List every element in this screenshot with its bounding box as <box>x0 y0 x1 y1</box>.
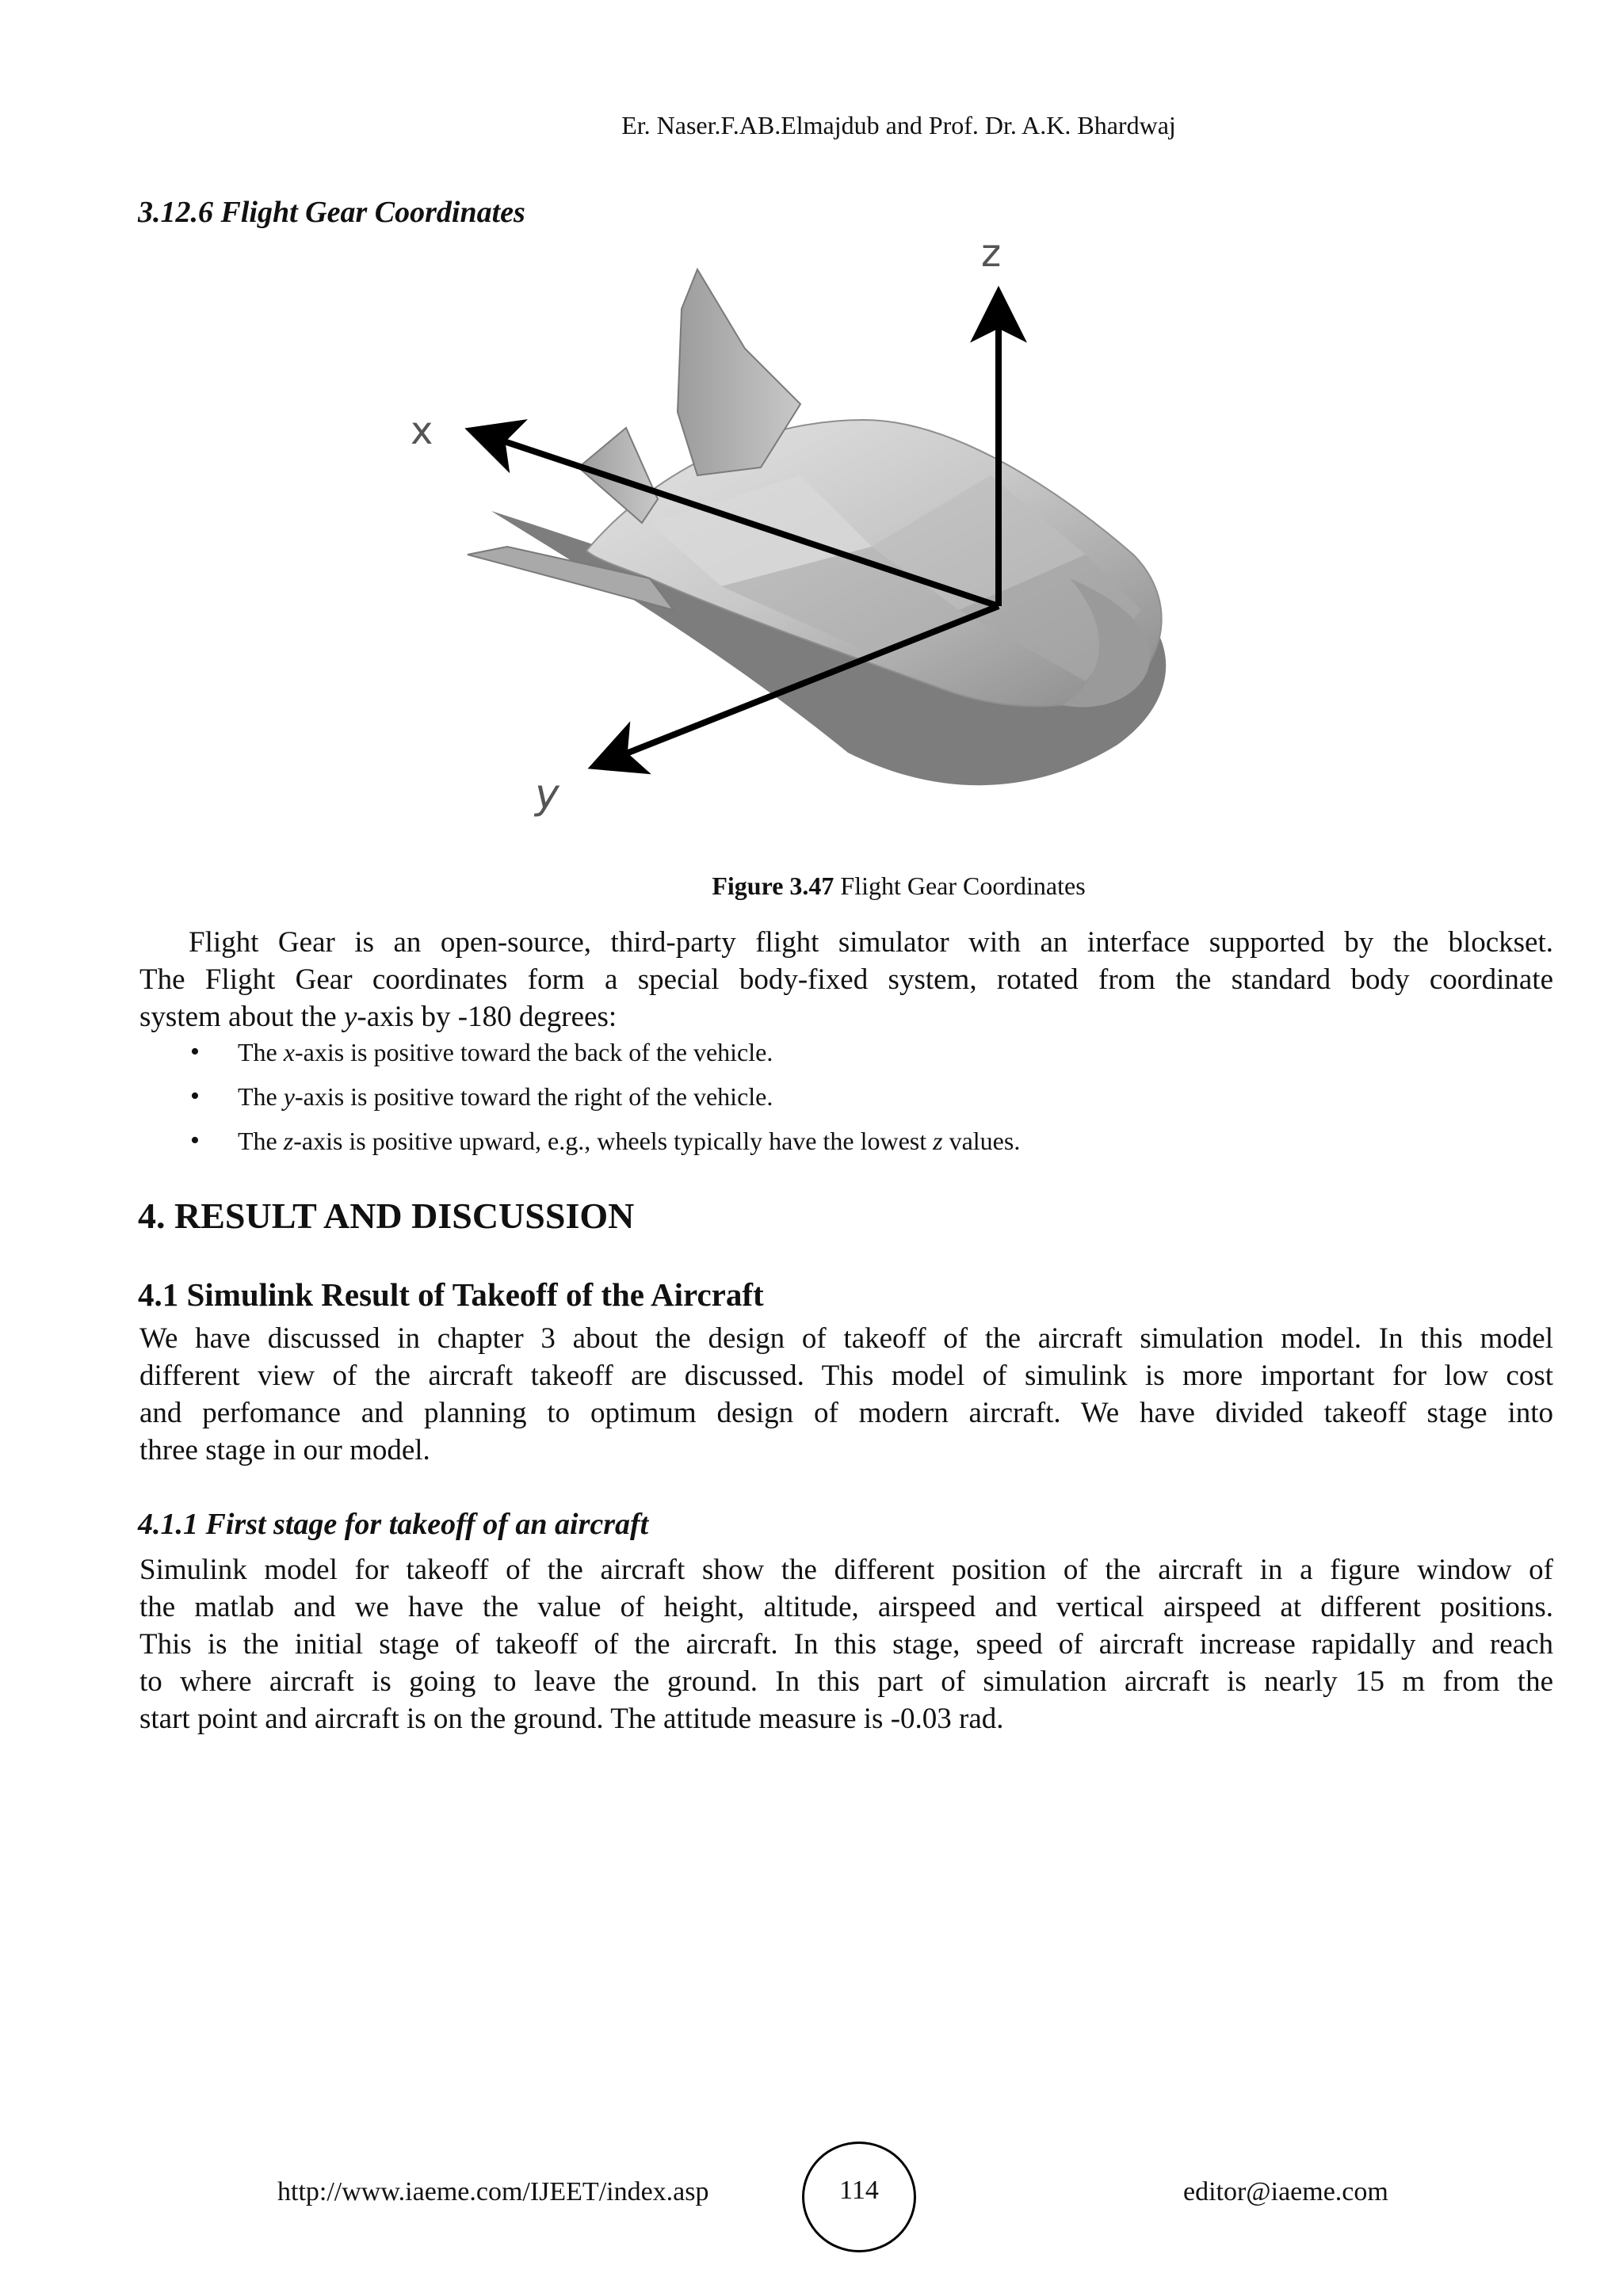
paragraph-line: This is the initial stage of takeoff of the aircraft. In this stage, speed of aircraft increase rapidally and reach <box>139 1628 1553 1661</box>
bullet-item <box>139 1074 1487 1119</box>
paragraph-line: The Flight Gear coordinates form a special body-fixed system, rotated from the standard body coordinate <box>139 963 1553 996</box>
section-heading-4-1-1: 4.1.1 First stage for takeoff of an aircraft <box>138 1508 649 1541</box>
math-variable: y <box>283 1082 295 1111</box>
paragraph-4-1-1 <box>139 1551 1553 1737</box>
y-axis-label: y <box>535 771 559 818</box>
text-run: values. <box>942 1127 1021 1155</box>
text-run: -axis is positive toward the back of the vehicle. <box>294 1038 773 1066</box>
text-run: -axis is positive toward the right of the vehicle. <box>294 1082 773 1111</box>
paragraph-flight-gear <box>139 924 1553 1035</box>
paragraph-line: three stage in our model. <box>139 1434 430 1466</box>
math-variable: z <box>283 1127 294 1155</box>
bullet-icon: • <box>190 1081 200 1111</box>
bullet-text <box>238 1030 773 1074</box>
z-axis-label: z <box>981 238 1002 276</box>
section-heading-3-12-6: 3.12.6 Flight Gear Coordinates <box>138 196 525 229</box>
section-heading-4-1: 4.1 Simulink Result of Takeoff of the Aircraft <box>138 1276 764 1313</box>
text-run: The <box>238 1038 284 1066</box>
axis-bullet-list <box>139 1030 1487 1163</box>
bullet-text <box>238 1119 1020 1163</box>
x-axis-label: x <box>411 409 433 453</box>
bullet-item <box>139 1030 1487 1074</box>
page-number: 114 <box>802 2142 916 2252</box>
text-run: The <box>238 1082 284 1111</box>
math-variable: z <box>933 1127 943 1155</box>
paragraph-line: Simulink model for takeoff of the aircraft show the different position of the aircraft in a figure window of <box>139 1554 1553 1586</box>
paragraph-4-1 <box>139 1320 1553 1469</box>
math-variable: y <box>343 1001 357 1033</box>
bullet-icon: • <box>190 1126 200 1155</box>
bullet-text <box>238 1074 773 1119</box>
text-run: system about the <box>139 1001 344 1033</box>
footer-email: editor@iaeme.com <box>1183 2177 1388 2206</box>
paragraph-line: We have discussed in chapter 3 about the design of takeoff of the aircraft simulation model. In this model <box>139 1322 1553 1355</box>
figure-caption-text: Flight Gear Coordinates <box>840 871 1086 900</box>
paragraph-line: and perfomance and planning to optimum design of modern aircraft. We have divided takeoff stage into <box>139 1397 1553 1429</box>
paragraph-line: Flight Gear is an open-source, third-party flight simulator with an interface supported by the blockset. <box>189 926 1553 959</box>
flight-gear-coordinates-figure <box>388 238 1331 840</box>
running-header: Er. Naser.F.AB.Elmajdub and Prof. Dr. A.K. Bhardwaj <box>621 111 1176 139</box>
figure-caption <box>0 871 1623 901</box>
figure-caption-label: Figure 3.47 <box>712 871 834 900</box>
aircraft-canard-fin <box>579 428 658 523</box>
text-run: -axis by -180 degrees: <box>357 1001 617 1033</box>
bullet-icon: • <box>190 1037 200 1066</box>
bullet-item <box>139 1119 1487 1163</box>
paragraph-line: start point and aircraft is on the ground. The attitude measure is -0.03 rad. <box>139 1703 1004 1735</box>
paragraph-line: the matlab and we have the value of height, altitude, airspeed and vertical airspeed at different positions. <box>139 1591 1553 1623</box>
footer-url: http://www.iaeme.com/IJEET/index.asp <box>277 2177 709 2206</box>
text-run: The <box>238 1127 284 1155</box>
text-run: -axis is positive upward, e.g., wheels typically have the lowest <box>293 1127 934 1155</box>
math-variable: x <box>283 1038 295 1066</box>
paragraph-line: to where aircraft is going to leave the ground. In this part of simulation aircraft is nearly 15 m from the <box>139 1665 1553 1698</box>
section-heading-4: 4. RESULT AND DISCUSSION <box>138 1196 635 1236</box>
paragraph-line: different view of the aircraft takeoff are discussed. This model of simulink is more important for low cost <box>139 1360 1553 1392</box>
